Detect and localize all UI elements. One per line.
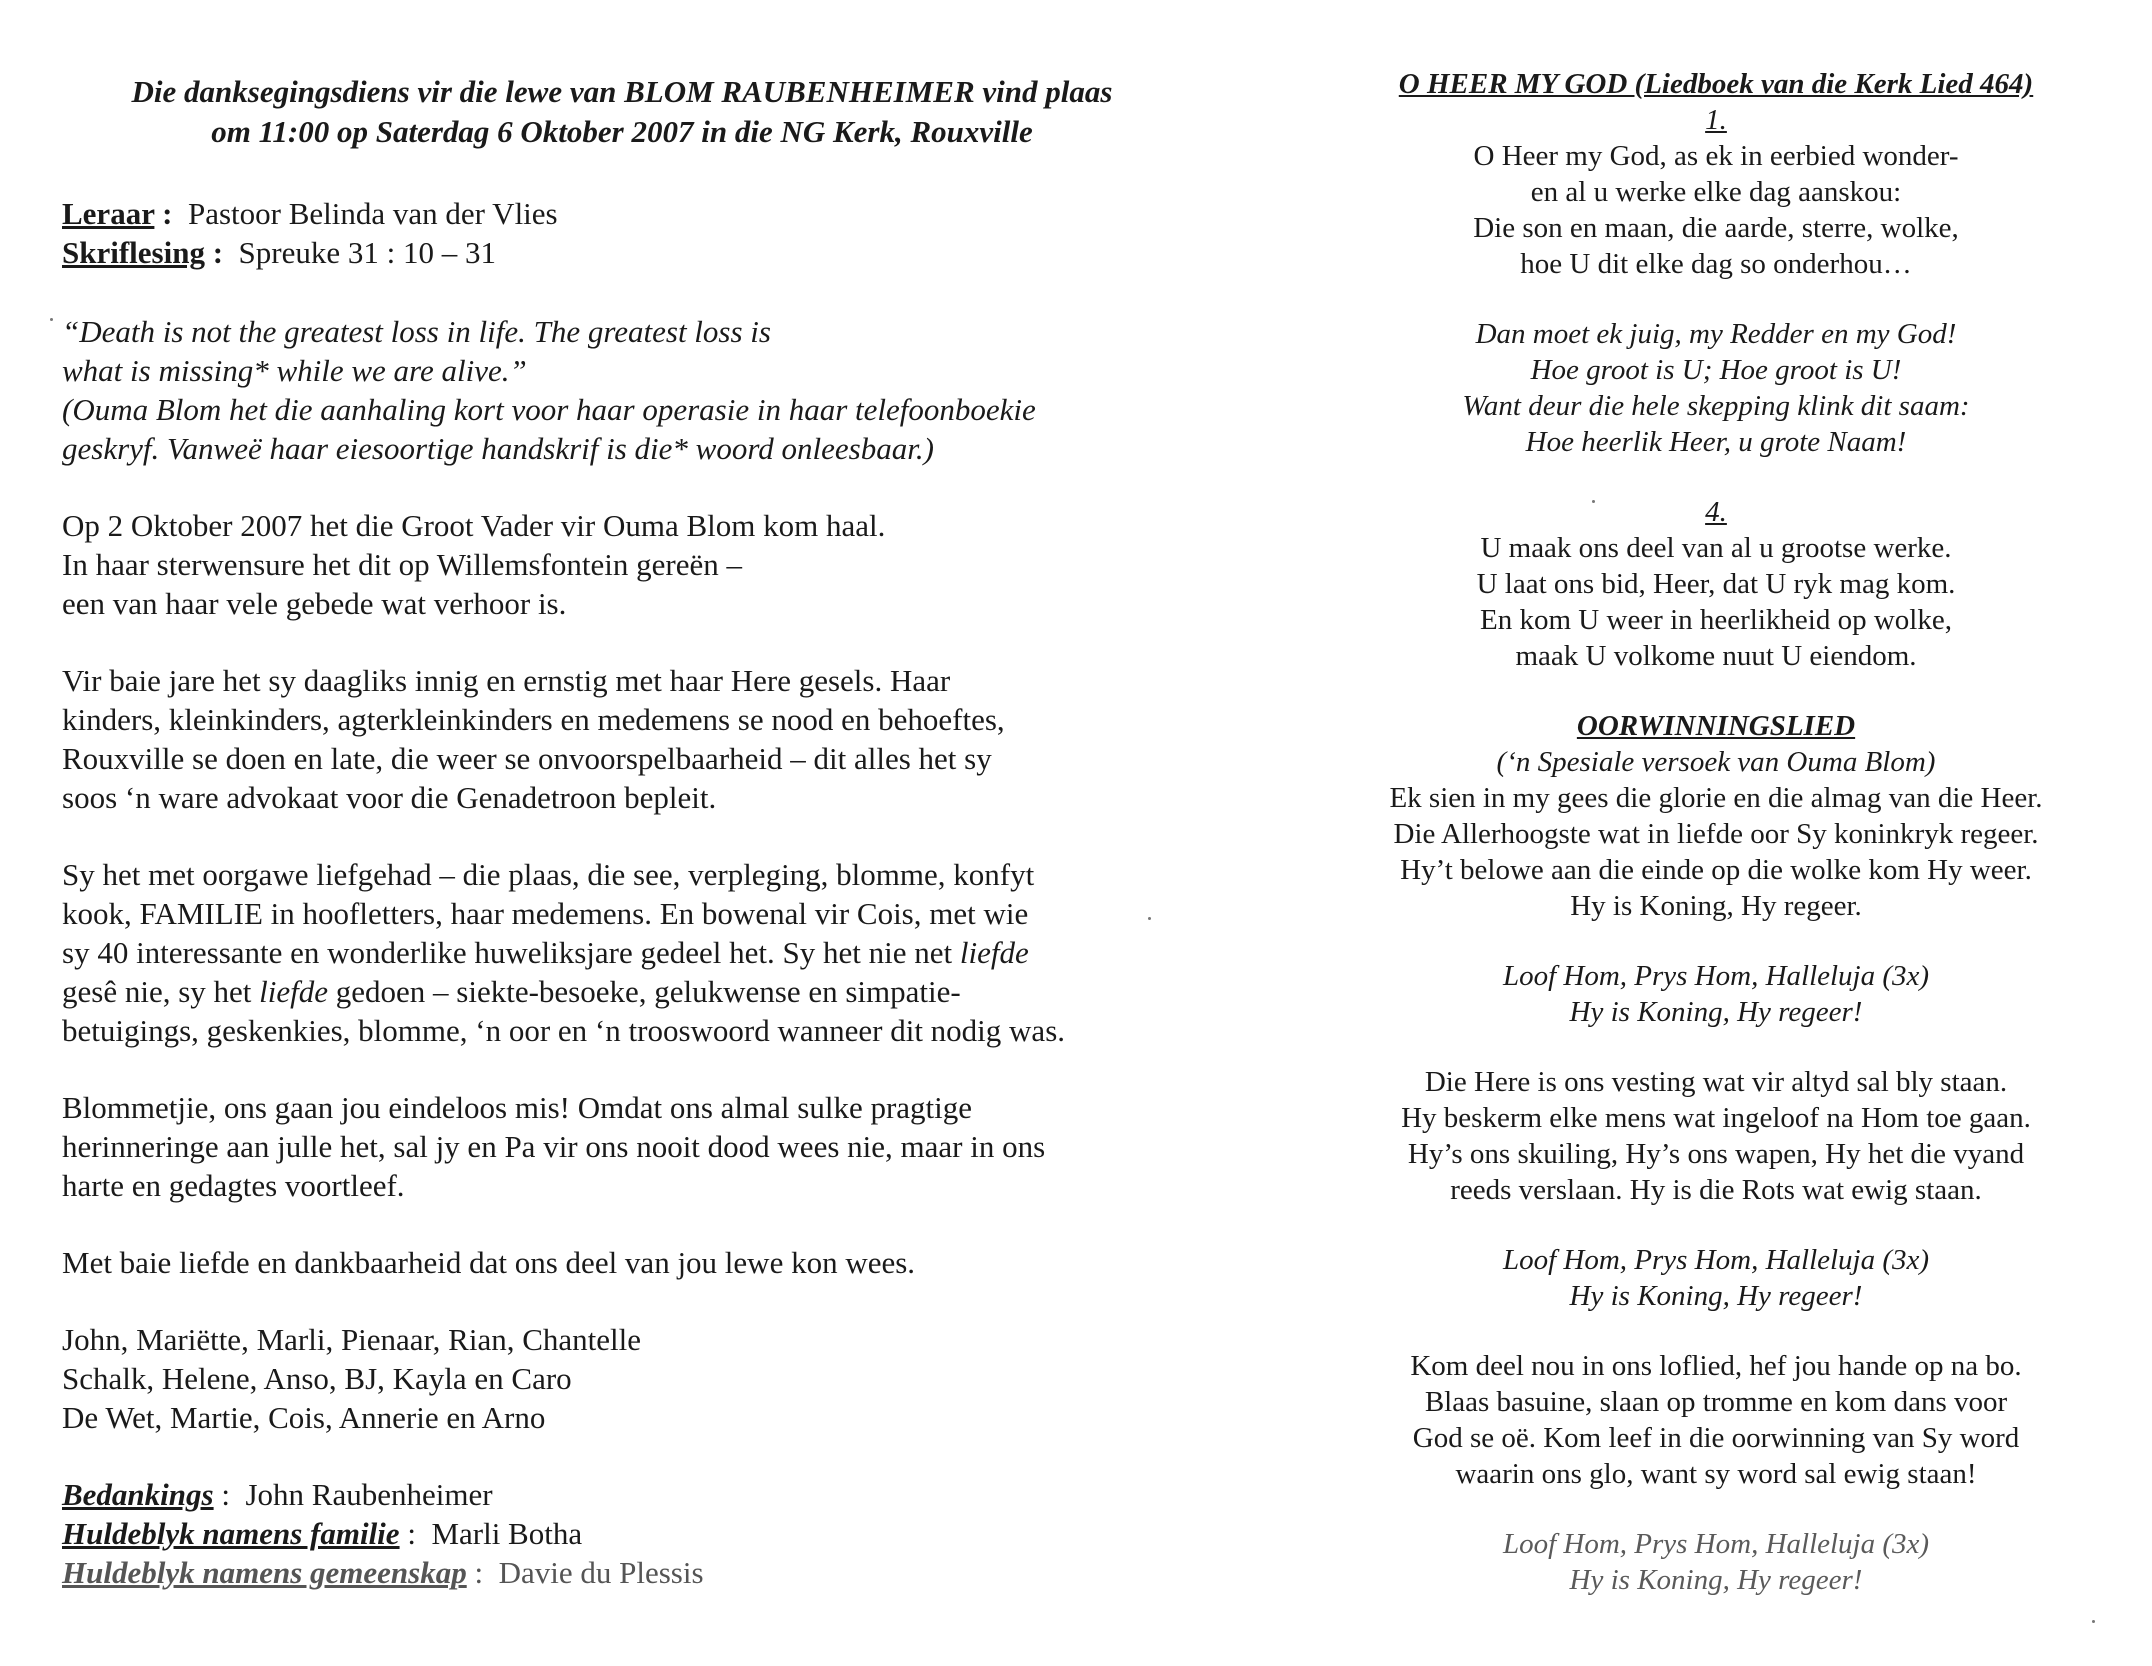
- lyric-line: reeds verslaan. Hy is die Rots wat ewig staan.: [1450, 1174, 1982, 1206]
- lyric-line: Hoe heerlik Heer, u grote Naam!: [1525, 426, 1907, 458]
- credit-row: [62, 1553, 1182, 1592]
- song-subtitle: (‘n Spesiale versoek van Ouma Blom): [1496, 746, 1936, 778]
- lyric-line: Hy’t belowe aan die einde op die wolke kom Hy weer.: [1400, 854, 2032, 886]
- text-line: In haar sterwensure het dit op Willemsfontein gereën –: [62, 547, 742, 582]
- lyric-line: U maak ons deel van al u grootse werke.: [1480, 532, 1952, 564]
- paragraph-love: [62, 855, 1182, 1050]
- service-details: [62, 194, 1182, 272]
- lyric-line: Kom deel nou in ons loflied, hef jou hande op na bo.: [1410, 1350, 2022, 1382]
- lyric-line: Loof Hom, Prys Hom, Halleluja (3x): [1502, 1528, 1930, 1560]
- verse-number: 1.: [1705, 104, 1727, 136]
- lyric-line: En kom U weer in heerlikheid op wolke,: [1480, 604, 1952, 636]
- lyric-line: Want deur die hele skepping klink dit saam:: [1462, 390, 1970, 422]
- leraar-label: Leraar: [62, 196, 155, 231]
- lyric-line: Hy is Koning, Hy regeer.: [1570, 890, 1862, 922]
- text-line: Op 2 Oktober 2007 het die Groot Vader vir Ouma Blom kom haal.: [62, 508, 886, 543]
- text-line: [62, 933, 1182, 972]
- song-chorus: [1346, 1526, 2086, 1598]
- scan-speck: [1148, 917, 1151, 920]
- lyric-line: waarin ons glo, want sy word sal ewig staan!: [1455, 1458, 1977, 1490]
- song-verse-1: [1346, 780, 2086, 924]
- text-line: Met baie liefde en dankbaarheid dat ons deel van jou lewe kon wees.: [62, 1245, 916, 1280]
- paragraph-prayer: [62, 661, 1182, 817]
- skriflesing-value: Spreuke 31 : 10 – 31: [238, 235, 496, 270]
- quote-line: what is missing* while we are alive.”: [62, 353, 527, 388]
- names-line: Schalk, Helene, Anso, BJ, Kayla en Caro: [62, 1361, 572, 1396]
- text-line: kook, FAMILIE in hoofletters, haar medemens. En bowenal vir Cois, met wie: [62, 896, 1029, 931]
- text-line: kinders, kleinkinders, agterkleinkinders en medemens se nood en behoeftes,: [62, 702, 1005, 737]
- lyric-line: Hy beskerm elke mens wat ingeloof na Hom toe gaan.: [1401, 1102, 2031, 1134]
- names-line: De Wet, Martie, Cois, Annerie en Arno: [62, 1400, 546, 1435]
- lyric-line: Loof Hom, Prys Hom, Halleluja (3x): [1502, 1244, 1930, 1276]
- emphasis-word: liefde: [259, 974, 328, 1009]
- credit-label: Huldeblyk namens gemeenskap: [62, 1555, 467, 1590]
- paragraph-closing: [62, 1243, 1182, 1282]
- credit-value: Davie du Plessis: [498, 1555, 704, 1590]
- credit-row: [62, 1475, 1182, 1514]
- lyric-line: Ek sien in my gees die glorie en die almag van die Heer.: [1389, 782, 2043, 814]
- lyric-line: Die son en maan, die aarde, sterre, wolke,: [1473, 212, 1959, 244]
- text-run: gedoen – siekte-besoeke, gelukwense en simpatie-: [328, 974, 961, 1009]
- verse-number: 4.: [1705, 496, 1727, 528]
- text-line: Sy het met oorgawe liefgehad – die plaas, die see, verpleging, blomme, konfyt: [62, 857, 1035, 892]
- song-verse-3: [1346, 1348, 2086, 1492]
- hymn-verse-1: [1346, 138, 2086, 282]
- skriflesing-sep: :: [204, 235, 224, 270]
- announcement-line: Die danksegingsdiens vir die lewe van BLOM RAUBENHEIMER vind plaas: [131, 74, 1113, 109]
- scan-speck: [2092, 1620, 2095, 1623]
- hymn-refrain: [1346, 316, 2086, 460]
- emphasis-word: liefde: [959, 935, 1029, 970]
- text-line: [62, 972, 1182, 1011]
- paragraph-memory: [62, 1088, 1182, 1205]
- lyric-line: Hoe groot is U; Hoe groot is U!: [1530, 354, 1902, 386]
- text-run: sy 40 interessante en wonderlike huweliksjare gedeel het. Sy het nie net: [62, 935, 960, 970]
- credit-row: [62, 1514, 1182, 1553]
- credit-label: Huldeblyk namens familie: [62, 1516, 400, 1551]
- lyric-line: Die Here is ons vesting wat vir altyd sal bly staan.: [1424, 1066, 2008, 1098]
- credit-sep: :: [399, 1516, 416, 1551]
- text-line: Vir baie jare het sy daagliks innig en ernstig met haar Here gesels. Haar: [62, 663, 951, 698]
- song-title: OORWINNINGSLIED: [1576, 710, 1856, 742]
- credit-sep: :: [213, 1477, 230, 1512]
- leraar-sep: :: [154, 196, 173, 231]
- credits: [62, 1475, 1182, 1592]
- song-chorus: [1346, 1242, 2086, 1314]
- scan-speck: [1592, 500, 1595, 503]
- song-chorus: [1346, 958, 2086, 1030]
- names-line: John, Mariëtte, Marli, Pienaar, Rian, Chantelle: [62, 1322, 641, 1357]
- hymn-title: O HEER MY GOD (Liedboek van die Kerk Lied 464): [1398, 68, 2034, 100]
- lyric-line: Hy is Koning, Hy regeer!: [1569, 1280, 1863, 1312]
- quote-note-line: (Ouma Blom het die aanhaling kort voor haar operasie in haar telefoonboekie: [62, 392, 1036, 427]
- text-line: harte en gedagtes voortleef.: [62, 1168, 405, 1203]
- lyric-line: U laat ons bid, Heer, dat U ryk mag kom.: [1476, 568, 1956, 600]
- announcement-line: om 11:00 op Saterdag 6 Oktober 2007 in die NG Kerk, Rouxville: [211, 114, 1033, 149]
- text-line: een van haar vele gebede wat verhoor is.: [62, 586, 567, 621]
- hymn-verse-4: [1346, 530, 2086, 674]
- leraar-row: [62, 194, 1182, 233]
- lyric-line: O Heer my God, as ek in eerbied wonder-: [1473, 140, 1959, 172]
- text-line: betuigings, geskenkies, blomme, ‘n oor en ‘n trooswoord wanneer dit nodig was.: [62, 1013, 1066, 1048]
- lyric-line: hoe U dit elke dag so onderhou…: [1520, 248, 1912, 280]
- service-announcement: [62, 72, 1182, 152]
- quote-block: [62, 312, 1182, 468]
- text-line: Rouxville se doen en late, die weer se onvoorspelbaarheid – dit alles het sy: [62, 741, 992, 776]
- scan-speck: [50, 318, 53, 321]
- credit-label: Bedankings: [62, 1477, 214, 1512]
- quote-note-line: geskryf. Vanweë haar eiesoortige handskrif is die* woord onleesbaar.): [62, 431, 934, 466]
- song-verse-2: [1346, 1064, 2086, 1208]
- text-run: gesê nie, sy het: [62, 974, 260, 1009]
- credit-sep: :: [466, 1555, 484, 1590]
- lyric-line: God se oë. Kom leef in die oorwinning van Sy word: [1412, 1422, 2020, 1454]
- paragraph-passing: [62, 506, 1182, 623]
- lyric-line: en al u werke elke dag aanskou:: [1530, 176, 1902, 208]
- lyric-line: Loof Hom, Prys Hom, Halleluja (3x): [1502, 960, 1930, 992]
- skriflesing-label: Skriflesing: [62, 235, 205, 270]
- family-names: [62, 1320, 1182, 1437]
- lyric-line: Hy’s ons skuiling, Hy’s ons wapen, Hy het die vyand: [1407, 1138, 2025, 1170]
- right-column: [1346, 66, 2086, 1598]
- lyric-line: Hy is Koning, Hy regeer!: [1569, 1564, 1863, 1596]
- credit-value: Marli Botha: [431, 1516, 583, 1551]
- lyric-line: maak U volkome nuut U eiendom.: [1515, 640, 1917, 672]
- lyric-line: Dan moet ek juig, my Redder en my God!: [1475, 318, 1957, 350]
- lyric-line: Die Allerhoogste wat in liefde oor Sy koninkryk regeer.: [1393, 818, 2039, 850]
- quote-line: “Death is not the greatest loss in life. The greatest loss is: [62, 314, 771, 349]
- text-line: herinneringe aan julle het, sal jy en Pa vir ons nooit dood wees nie, maar in ons: [62, 1129, 1046, 1164]
- left-column: [62, 72, 1182, 1592]
- text-line: Blommetjie, ons gaan jou eindeloos mis! Omdat ons almal sulke pragtige: [62, 1090, 973, 1125]
- lyric-line: Hy is Koning, Hy regeer!: [1569, 996, 1863, 1028]
- text-line: soos ‘n ware advokaat voor die Genadetroon bepleit.: [62, 780, 717, 815]
- lyric-line: Blaas basuine, slaan op tromme en kom dans voor: [1424, 1386, 2008, 1418]
- leraar-value: Pastoor Belinda van der Vlies: [187, 196, 558, 231]
- skriflesing-row: [62, 233, 1182, 272]
- credit-value: John Raubenheimer: [245, 1477, 493, 1512]
